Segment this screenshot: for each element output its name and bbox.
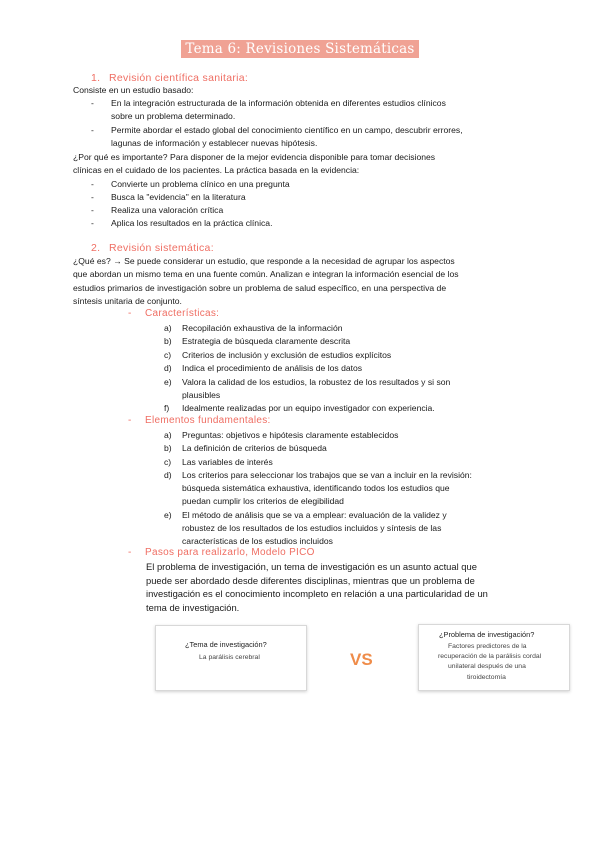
section-2-title: Revisión sistemática: xyxy=(109,242,214,254)
bullet-line: lagunas de información y establecer nuevas hipótesis. xyxy=(111,138,318,148)
pico-line: El problema de investigación, un tema de investigación es un asunto actual que xyxy=(146,561,477,572)
document-page: Tema 6: Revisiones Sistemáticas 1. Revisión científica sanitaria: Consiste en un estudio basado: - En la integración estructurada de la información obtenida en diferentes estudios clínicos sobre un problema determinado. - Permite abordar el estado global del conocimiento científico en un campo, descubrir errores, lagunas de información y establecer nuevas hipótesis. ¿Por qué es importante? Para disponer de la mejor evidencia disponible para tomar decisiones clínicas en el cuidado de los pacientes. La práctica basada en la evidencia: - Convierte un problema clínico en una pregunta - Busca la "evidencia" en la literatura - Realiza una valoración crítica - Aplica los resultados en la práctica clínica. 2. Revisión sistemática: ¿Qué es? → Se puede considerar un estudio, que responde a la necesidad de agrupar los aspectos que abordan un mismo tema en una fuente común. Analizan e integran la información esencial de los estudios primarios de investigación sobre un problema de salud específico, en una perspectiva de síntesis unitaria de conjunto. - Características: a) Recopilación exhaustiva de la información b) Estrategia de búsqueda claramente descrita c) Criterios de inclusión y exclusión de estudios explícitos d) Indica el procedimiento de análisis de los datos e) Valora la calidad de los estudios, la robustez de los resultados y si son plausibles f) Idealmente realizadas por un equipo investigador con experiencia. - Elementos fundamentales: a) Preguntas: objetivos e hipótesis claramente establecidos b) La definición de criterios de búsqueda c) Las variables de interés d) Los criterios para seleccionar los trabajos que se van a incluir en la revisión: búsqueda sistemática exhaustiva, identificando todos los estudios que puedan cumplir los criterios de elegibilidad e) El método de análisis que se va a emplear: evaluación de la validez y robustez de los resultados de los estudios incluidos y síntesis de las características de los estudios incluidos - Pasos para realizarlo, Modelo PICO El problema de investigación, un tema de investigación es un asunto actual que puede ser abordado desde diferentes disciplinas, mientras que un problema de investigación es el conocimiento incompleto en relación a una particularidad de un tema de investigación. ¿Tema de investigación? La parálisis cerebral VS ¿Problema de investigación? Factores predictores de la recuperación de la parálisis cordal unilateral después de una tiroidectomía xyxy=(0,0,600,848)
pico-paragraph xyxy=(146,560,488,614)
problem-card-line: tiroidectomía xyxy=(467,674,506,681)
pico-line: tema de investigación. xyxy=(146,601,240,613)
section-2-number: 2. xyxy=(91,242,101,254)
why-line: ¿Por qué es importante? Para disponer de la mejor evidencia disponible para tomar decisiones xyxy=(73,152,436,162)
characteristics-heading: - Características: xyxy=(128,308,220,319)
pico-line: investigación es el conocimiento incompleto en relación a una particularidad de un xyxy=(146,588,488,600)
pico-heading: - Pasos para realizarlo, Modelo PICO xyxy=(128,547,315,558)
title-wrap xyxy=(0,40,600,58)
bullet-line: En la integración estructurada de la información obtenida en diferentes estudios clínicos xyxy=(111,98,446,108)
problem-card-title: ¿Problema de investigación? xyxy=(439,630,535,639)
section-1-heading xyxy=(91,72,248,84)
section-1-title: Revisión científica sanitaria: xyxy=(109,72,249,84)
section-2-intro-line: síntesis unitaria de conjunto. xyxy=(73,296,182,306)
bullet-line: Permite abordar el estado global del conocimiento científico en un campo, descubrir errores, xyxy=(111,125,463,135)
topic-card xyxy=(155,625,307,691)
why-line: clínicas en el cuidado de los pacientes. La práctica basada en la evidencia: xyxy=(73,165,360,175)
problem-card-line: recuperación de la parálisis cordal xyxy=(438,653,542,660)
section-2-intro-line: que abordan un mismo tema en una fuente común. Analizan e integran la información esencial de los xyxy=(73,269,459,279)
pico-line: puede ser abordado desde diferentes disciplinas, mientras que un problema de xyxy=(146,574,475,586)
section-2-heading xyxy=(91,242,214,254)
vs-label: VS xyxy=(350,650,373,669)
bullet-line: sobre un problema determinado. xyxy=(111,111,236,121)
section-2-intro-line: ¿Qué es? → Se puede considerar un estudio, que responde a la necesidad de agrupar los aspectos xyxy=(73,256,455,266)
topic-card-title: ¿Tema de investigación? xyxy=(185,640,267,649)
topic-card-text: La parálisis cerebral xyxy=(199,654,260,661)
elements-heading: - Elementos fundamentales: xyxy=(128,415,271,426)
section-1-number: 1. xyxy=(91,72,101,84)
page-title: Tema 6: Revisiones Sistemáticas xyxy=(181,40,418,58)
problem-card-line: unilateral después de una xyxy=(448,663,526,670)
section-1-intro: Consiste en un estudio basado: xyxy=(73,85,194,95)
section-2-intro-line: estudios primarios de investigación sobre un problema de salud específico, en una perspectiva de xyxy=(73,283,447,293)
problem-card xyxy=(418,624,570,691)
problem-card-line: Factores predictores de la xyxy=(448,643,527,650)
